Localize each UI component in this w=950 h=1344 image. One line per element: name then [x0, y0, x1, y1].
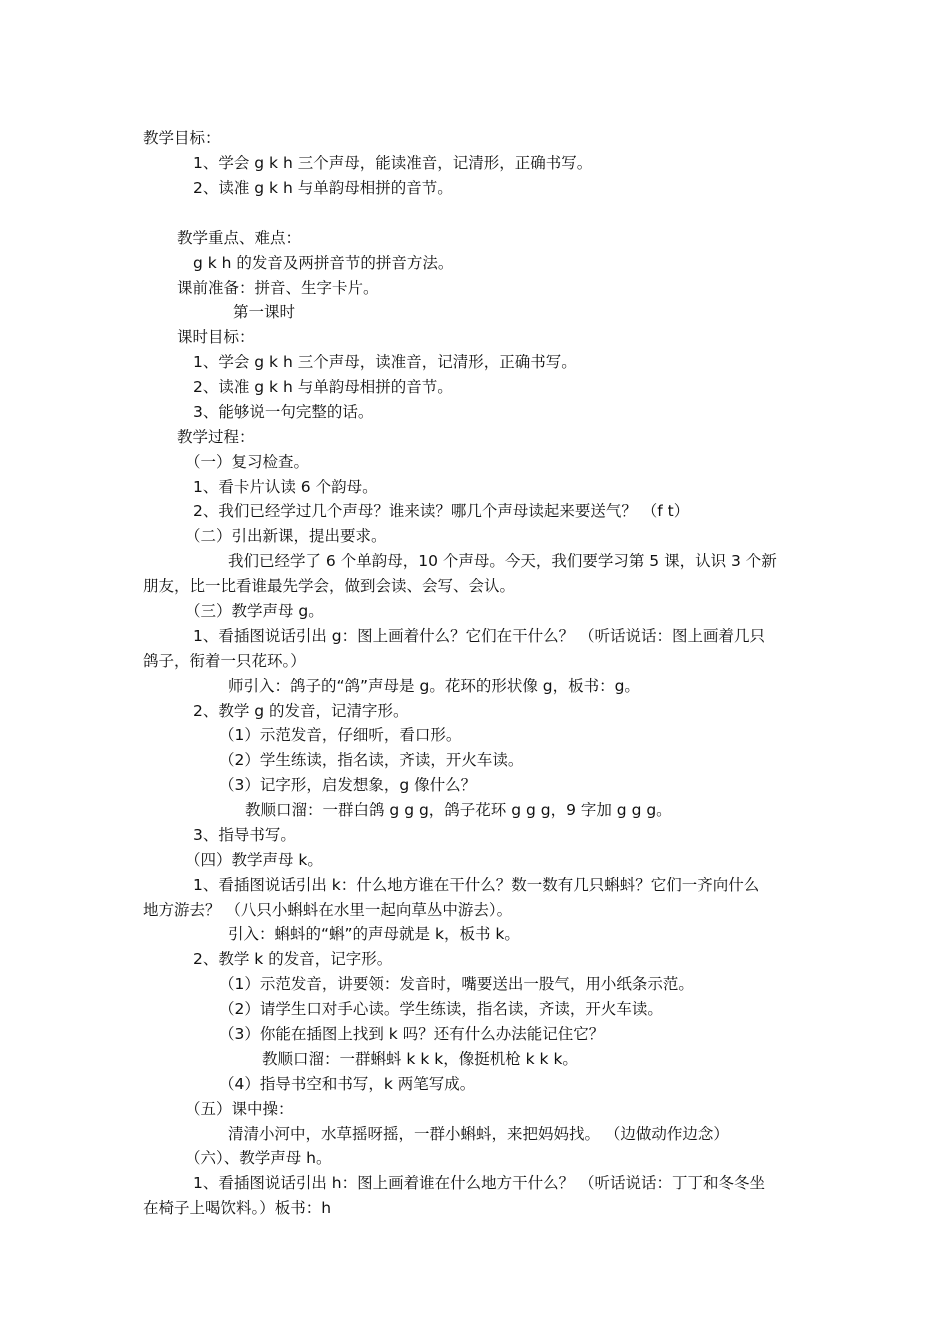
- step-text: 2、教学 k 的发音，记字形。: [193, 950, 393, 968]
- rhyme-text: 教顺口溜：一群蝌蚪 k k k，像挺机枪 k k k。: [262, 1050, 578, 1068]
- step-heading-4: （四）教学声母 k。: [185, 851, 323, 869]
- period-goal-item-3: 3、能够说一句完整的话。: [193, 403, 374, 421]
- sub-step-text: （3）记字形，启发想象，g 像什么？: [219, 776, 477, 794]
- period-goal-item-2: 2、读准 g k h 与单韵母相拼的音节。: [193, 378, 453, 396]
- section-heading-key-points: 教学重点、难点：: [177, 229, 302, 247]
- step-heading-3: （三）教学声母 g。: [185, 602, 324, 620]
- paragraph-line: 地方游去？ （八只小蝌蚪在水里一起向草丛中游去）。: [143, 901, 513, 919]
- step-text: 2、我们已经学过几个声母？谁来读？哪几个声母读起来要送气？ （f t）: [193, 502, 690, 520]
- period-goal-item-1: 1、学会 g k h 三个声母，读准音，记清形，正确书写。: [193, 353, 577, 371]
- step-text: 3、指导书写。: [193, 826, 296, 844]
- step-heading-1: （一）复习检查。: [185, 453, 310, 471]
- step-heading-6: （六）、教学声母 h。: [185, 1149, 332, 1167]
- sub-step-text: （3）你能在插图上找到 k 吗？还有什么办法能记住它？: [219, 1025, 605, 1043]
- step-heading-5: （五）课中操：: [185, 1100, 294, 1118]
- paragraph-line: 鸽子，衔着一只花环。）: [143, 652, 306, 670]
- step-text: 2、教学 g 的发音，记清字形。: [193, 702, 409, 720]
- section-heading-teaching-process: 教学过程：: [177, 428, 255, 446]
- paragraph-line: 在椅子上喝饮料。）板书：h: [143, 1199, 332, 1217]
- paragraph-line: 师引入：鸽子的“鸽”声母是 g。花环的形状像 g，板书：g。: [228, 677, 640, 695]
- paragraph-line: 1、看插图说话引出 k：什么地方谁在干什么？数一数有几只蝌蚪？它们一齐向什么: [193, 876, 760, 894]
- paragraph-line: 引入：蝌蚪的“蝌”的声母就是 k，板书 k。: [228, 925, 520, 943]
- sub-step-text: （2）学生练读，指名读，齐读，开火车读。: [219, 751, 524, 769]
- goal-item-1: 1、学会 g k h 三个声母，能读准音，记清形，正确书写。: [193, 154, 593, 172]
- paragraph-line: 1、看插图说话引出 h：图上画着谁在什么地方干什么？ （听话说话：丁丁和冬冬坐: [193, 1174, 766, 1192]
- paragraph-line: 朋友，比一比看谁最先学会，做到会读、会写、会认。: [143, 577, 516, 595]
- preparation-text: 课前准备：拼音、生字卡片。: [177, 279, 379, 297]
- sub-step-text: （1）示范发音，讲要领：发音时，嘴要送出一股气，用小纸条示范。: [219, 975, 694, 993]
- section-heading-teaching-goals: 教学目标：: [143, 129, 221, 147]
- sub-step-text: （4）指导书空和书写，k 两笔写成。: [219, 1075, 476, 1093]
- step-text: 1、看卡片认读 6 个韵母。: [193, 478, 378, 496]
- goal-item-2: 2、读准 g k h 与单韵母相拼的音节。: [193, 179, 453, 197]
- key-points-text: g k h 的发音及两拼音节的拼音方法。: [193, 254, 454, 272]
- paragraph-line: 我们已经学了 6 个单韵母，10 个声母。今天，我们要学习第 5 课，认识 3 个新: [228, 552, 777, 570]
- paragraph-line: 清清小河中，水草摇呀摇，一群小蝌蚪，来把妈妈找。 （边做动作边念）: [228, 1125, 729, 1143]
- step-heading-2: （二）引出新课，提出要求。: [185, 527, 387, 545]
- paragraph-line: 1、看插图说话引出 g：图上画着什么？它们在干什么？ （听话说话：图上画着几只: [193, 627, 766, 645]
- sub-step-text: （2）请学生口对手心读。学生练读，指名读，齐读，开火车读。: [219, 1000, 663, 1018]
- lesson-period-title: 第一课时: [233, 303, 296, 321]
- rhyme-text: 教顺口溜：一群白鸽 g g g，鸽子花环 g g g，9 字加 g g g。: [245, 801, 672, 819]
- section-heading-period-goals: 课时目标：: [177, 328, 255, 346]
- sub-step-text: （1）示范发音，仔细听，看口形。: [219, 726, 462, 744]
